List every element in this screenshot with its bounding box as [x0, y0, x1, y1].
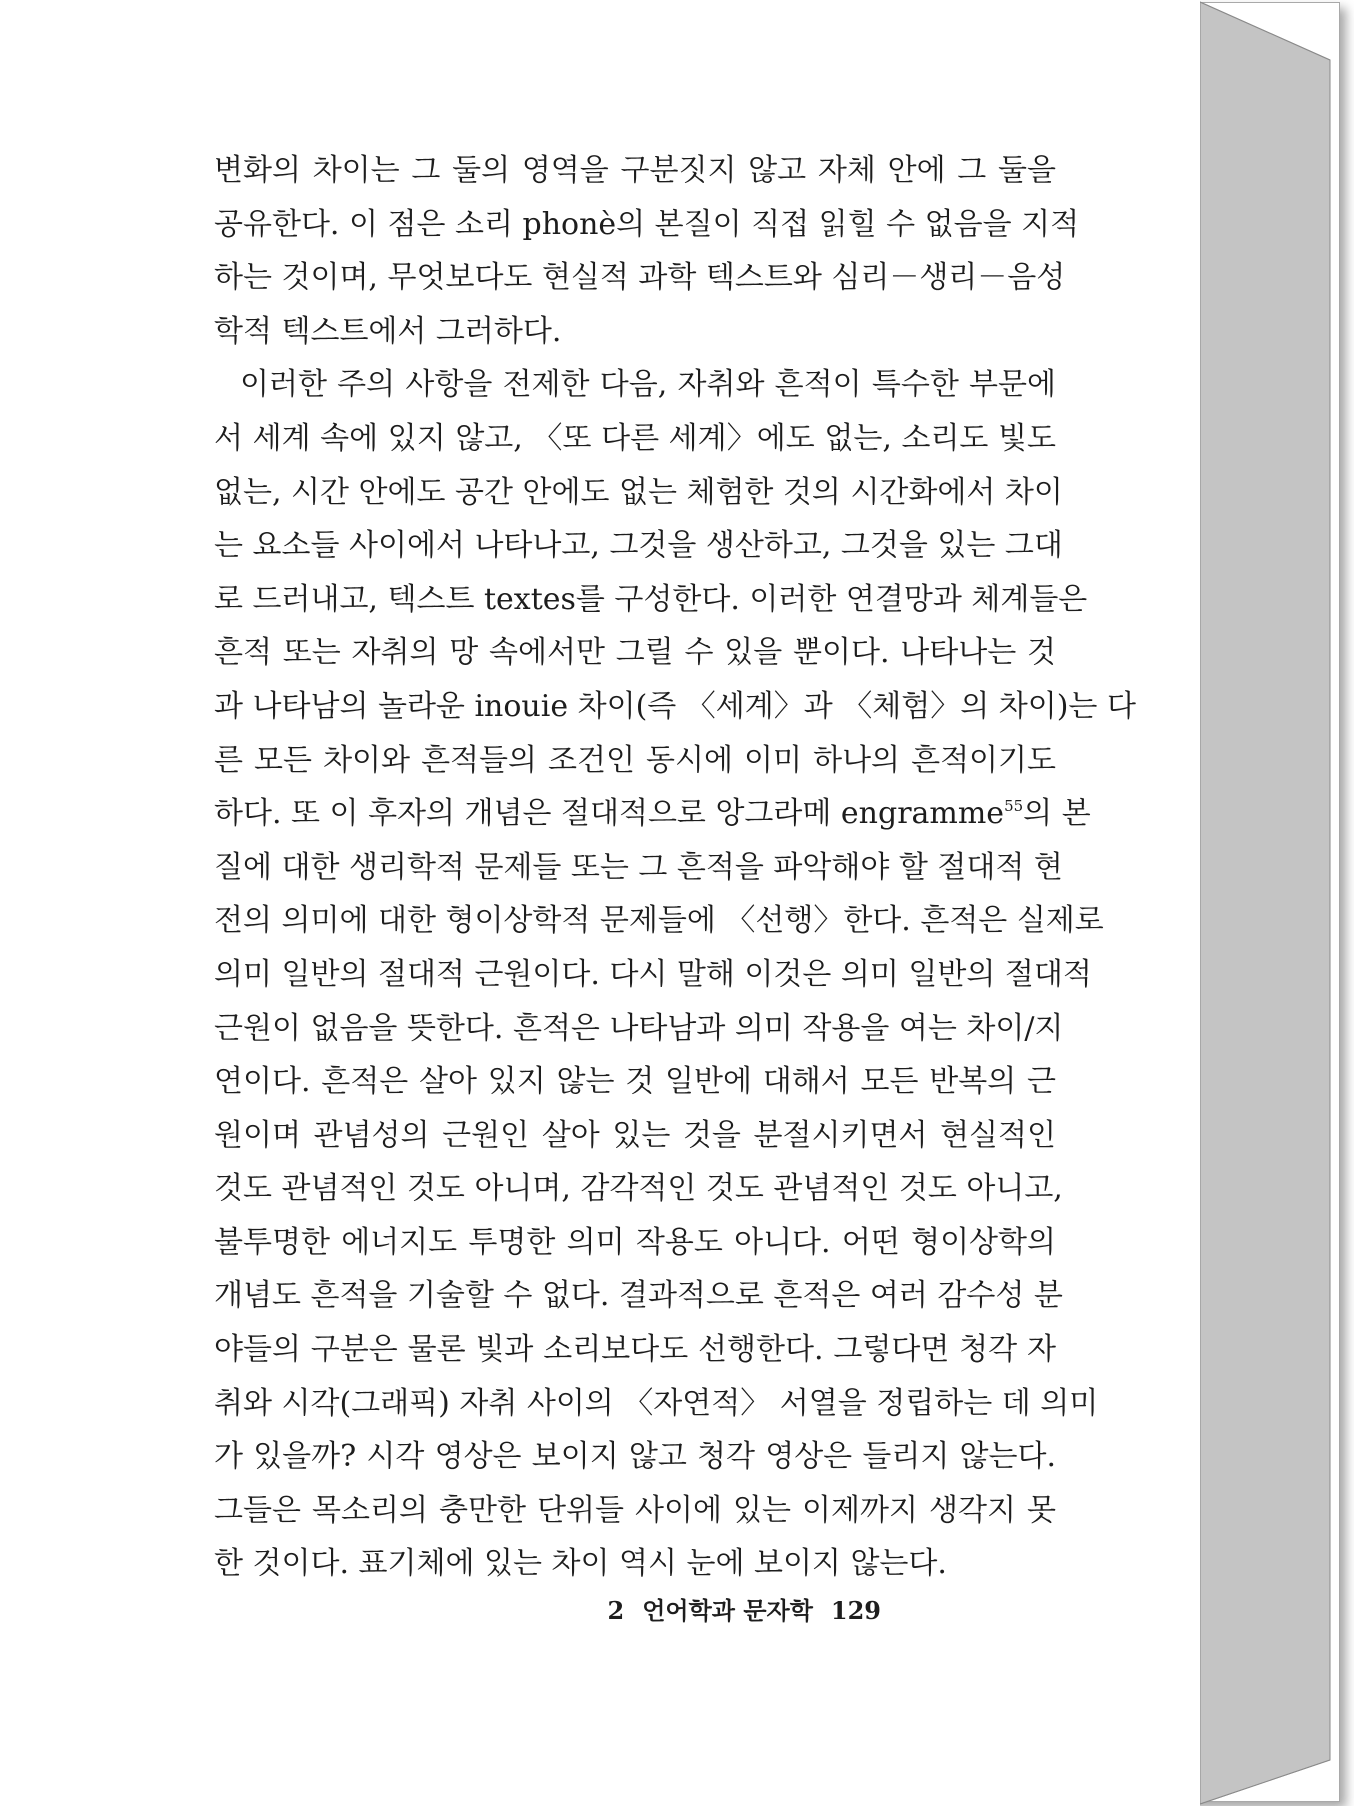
text-line: 가 있을까? 시각 영상은 보이지 않고 청각 영상은 들리지 않는다.	[214, 1439, 1056, 1475]
text-line: 질에 대한 생리학적 문제들 또는 그 흔적을 파악해야 할 절대적 현	[214, 849, 1063, 885]
footnote-marker: 55	[1004, 797, 1024, 816]
page-number: 129	[830, 1596, 881, 1625]
text-segment: 의 본	[1023, 796, 1091, 832]
text-line: 연이다. 흔적은 살아 있지 않는 것 일반에 대해서 모든 반복의 근	[214, 1064, 1056, 1100]
text-line: 개념도 흔적을 기술할 수 없다. 결과적으로 흔적은 여러 감수성 분	[214, 1278, 1063, 1314]
text-line: 른 모든 차이와 흔적들의 조건인 동시에 이미 하나의 흔적이기도	[214, 742, 1056, 778]
running-footer	[608, 1591, 881, 1626]
text-line: 전의 의미에 대한 형이상학적 문제들에 〈선행〉한다. 흔적은 실제로	[214, 903, 1104, 939]
text-line: 하는 것이며, 무엇보다도 현실적 과학 텍스트와 심리－생리－음성	[214, 260, 1066, 296]
text-line: 이러한 주의 사항을 전제한 다음, 자취와 흔적이 특수한 부문에	[240, 367, 1056, 403]
text-line: 한 것이다. 표기체에 있는 차이 역시 눈에 보이지 않는다.	[214, 1546, 947, 1582]
text-line-with-footnote	[214, 787, 1091, 841]
text-line: 그들은 목소리의 충만한 단위들 사이에 있는 이제까지 생각지 못	[214, 1492, 1056, 1528]
text-line: 근원이 없음을 뜻한다. 흔적은 나타남과 의미 작용을 여는 차이/지	[214, 1010, 1064, 1046]
chapter-number: 2	[607, 1596, 625, 1625]
chapter-title: 언어학과 문자학	[642, 1596, 813, 1625]
text-line: 학적 텍스트에서 그러하다.	[214, 313, 562, 349]
text-line: 흔적 또는 자취의 망 속에서만 그릴 수 있을 뿐이다. 나타나는 것	[214, 635, 1056, 671]
body-text	[214, 144, 1136, 1591]
text-line: 것도 관념적인 것도 아니며, 감각적인 것도 관념적인 것도 아니고,	[214, 1171, 1063, 1207]
text-line: 는 요소들 사이에서 나타나고, 그것을 생산하고, 그것을 있는 그대	[214, 528, 1063, 564]
text-line: 서 세계 속에 있지 않고, 〈또 다른 세계〉에도 없는, 소리도 빛도	[214, 420, 1056, 456]
text-line: 취와 시각(그래픽) 자취 사이의 〈자연적〉 서열을 정립하는 데 의미	[214, 1385, 1099, 1421]
text-line: 불투명한 에너지도 투명한 의미 작용도 아니다. 어떤 형이상학의	[214, 1224, 1056, 1260]
text-line: 원이며 관념성의 근원인 살아 있는 것을 분절시키면서 현실적인	[214, 1117, 1056, 1153]
text-segment: 하다. 또 이 후자의 개념은 절대적으로 앙그라메 engramme	[214, 796, 1005, 832]
text-line: 야들의 구분은 물론 빛과 소리보다도 선행한다. 그렇다면 청각 자	[214, 1332, 1056, 1368]
text-line: 의미 일반의 절대적 근원이다. 다시 말해 이것은 의미 일반의 절대적	[214, 956, 1092, 992]
text-line: 변화의 차이는 그 둘의 영역을 구분짓지 않고 자체 안에 그 둘을	[214, 153, 1056, 188]
text-line: 공유한다. 이 점은 소리 phonè의 본질이 직접 읽힐 수 없음을 지적	[214, 206, 1080, 242]
text-line: 과 나타남의 놀라운 inouie 차이(즉 〈세계〉과 〈체험〉의 차이)는 다	[214, 688, 1136, 724]
text-line: 없는, 시간 안에도 공간 안에도 없는 체험한 것의 시간화에서 차이	[214, 474, 1063, 510]
text-line: 로 드러내고, 텍스트 textes를 구성한다. 이러한 연결망과 체계들은	[214, 581, 1088, 617]
